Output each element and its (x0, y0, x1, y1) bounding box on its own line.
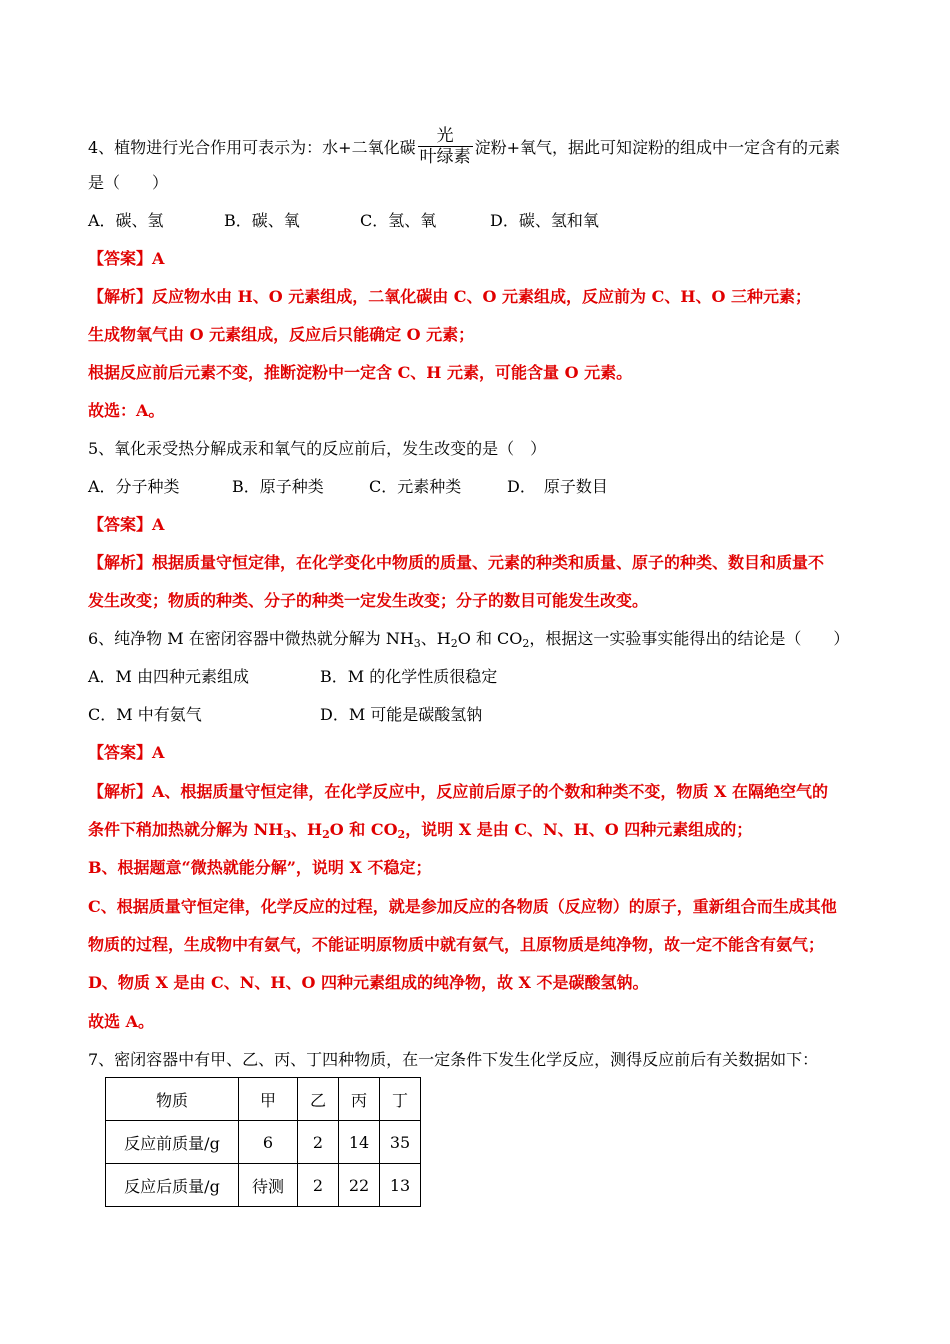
table-cell: 22 (339, 1164, 380, 1207)
table-row (106, 1164, 421, 1207)
q5-options (88, 477, 608, 497)
q6-option-d[interactable]: D．M 可能是碳酸氢钠 (320, 705, 483, 724)
q4-option-b[interactable]: B．碳、氧 (224, 211, 300, 230)
q6-answer (88, 743, 164, 763)
subscript: 2 (397, 828, 406, 841)
q6-analysis-line7: 故选 A。 (88, 1012, 154, 1031)
answer-value: A (152, 743, 165, 762)
answer-tag: 【答案】 (88, 515, 153, 534)
q4-option-a[interactable]: A．碳、氢 (88, 211, 164, 230)
analysis-tag: 【解析】 (88, 287, 153, 306)
q5-analysis-line2: 发生改变；物质的种类、分子的种类一定发生改变；分子的数目可能发生改变。 (88, 591, 649, 610)
table-cell: 反应前质量/g (106, 1121, 239, 1164)
analysis-tag: 【解析】 (88, 553, 153, 572)
table-cell: 13 (380, 1164, 421, 1207)
answer-value: A (152, 249, 165, 268)
table-header-cell: 丁 (380, 1078, 421, 1121)
answer-tag: 【答案】 (88, 743, 153, 762)
q5-option-a[interactable]: A．分子种类 (88, 477, 180, 496)
table-header-cell: 甲 (239, 1078, 298, 1121)
table-header-row (106, 1078, 421, 1121)
q4-analysis-line4: 故选：A。 (88, 401, 165, 420)
q7-data-table (105, 1077, 421, 1207)
q6-analysis-line2 (88, 820, 752, 840)
q6-analysis-line3: B、根据题意“微热就能分解”，说明 X 不稳定； (88, 858, 432, 877)
answer-tag: 【答案】 (88, 249, 153, 268)
analysis-text: A、根据质量守恒定律，在化学反应中，反应前后原子的个数和种类不变，物质 X 在隔绝空气的 (152, 782, 828, 801)
q4-analysis-line2: 生成物氧气由 O 元素组成，反应后只能确定 O 元素； (88, 325, 475, 344)
table-cell: 待测 (239, 1164, 298, 1207)
analysis-part1: 条件下稍加热就分解为 NH (88, 820, 284, 839)
condition-light: 光 (436, 126, 454, 146)
q4-answer (88, 249, 164, 269)
q6-option-a[interactable]: A．M 由四种元素组成 (88, 667, 250, 686)
table-header-cell: 乙 (298, 1078, 339, 1121)
analysis-part3: O 和 CO (329, 820, 398, 839)
q6-option-b[interactable]: B．M 的化学性质很稳定 (320, 667, 498, 686)
table-cell: 2 (298, 1164, 339, 1207)
q6-stem-part1: 6、纯净物 M 在密闭容器中微热就分解为 NH (88, 629, 414, 648)
table-header-cell: 丙 (339, 1078, 380, 1121)
subscript: 2 (322, 828, 330, 841)
q6-stem (88, 629, 849, 649)
q7-stem: 7、密闭容器中有甲、乙、丙、丁四种物质，在一定条件下发生化学反应，测得反应前后有关数据如下： (88, 1050, 819, 1069)
q6-options-row1 (88, 667, 497, 687)
q6-stem-part3: O 和 CO (457, 629, 523, 648)
q6-option-c[interactable]: C．M 中有氨气 (88, 705, 202, 724)
q4-stem-line2: 是（ ） (88, 173, 169, 192)
subscript: 2 (450, 637, 458, 650)
analysis-tag: 【解析】 (88, 782, 153, 801)
table-header-cell: 物质 (106, 1078, 239, 1121)
q4-stem-part2: 淀粉+氧气，据此可知淀粉的组成中一定含有的元素 (474, 138, 841, 157)
table-cell: 2 (298, 1121, 339, 1164)
table-cell: 35 (380, 1121, 421, 1164)
subscript: 2 (522, 637, 530, 650)
q5-option-d[interactable]: D． 原子数目 (507, 477, 608, 496)
q5-answer (88, 515, 164, 535)
q4-options (88, 211, 599, 231)
q6-analysis-line4: C、根据质量守恒定律，化学反应的过程，就是参加反应的各物质（反应物）的原子，重新组合而生成其他 (88, 897, 837, 916)
analysis-text: 根据质量守恒定律，在化学变化中物质的质量、元素的种类和质量、原子的种类、数目和质量不 (152, 553, 825, 572)
q5-stem: 5、氧化汞受热分解成汞和氧气的反应前后，发生改变的是（ ） (88, 439, 547, 458)
table-cell: 反应后质量/g (106, 1164, 239, 1207)
table-row (106, 1121, 421, 1164)
analysis-part4: ，说明 X 是由 C、N、H、O 四种元素组成的； (405, 820, 753, 839)
table-cell: 14 (339, 1121, 380, 1164)
subscript: 3 (413, 637, 421, 650)
q6-analysis-line6: D、物质 X 是由 C、N、H、O 四种元素组成的纯净物，故 X 不是碳酸氢钠。 (88, 973, 649, 992)
answer-value: A (152, 515, 165, 534)
q6-analysis-line5: 物质的过程，生成物中有氨气，不能证明原物质中就有氨气，且原物质是纯净物，故一定不能含有氨气； (88, 935, 825, 954)
q4-option-c[interactable]: C．氢、氧 (360, 211, 437, 230)
q5-analysis-line1 (88, 553, 824, 573)
q5-option-b[interactable]: B．原子种类 (232, 477, 324, 496)
analysis-part2: 、H (290, 820, 323, 839)
q4-analysis-line1 (88, 287, 811, 307)
analysis-text: 反应物水由 H、O 元素组成，二氧化碳由 C、O 元素组成，反应前为 C、H、O 三种元素； (152, 287, 811, 306)
q6-options-row2 (88, 705, 482, 725)
condition-chlorophyll: 叶绿素 (419, 147, 471, 167)
subscript: 3 (283, 828, 291, 841)
table-cell: 6 (239, 1121, 298, 1164)
q6-stem-part2: 、H (420, 629, 451, 648)
reaction-condition (418, 126, 473, 167)
q6-analysis-line1 (88, 782, 828, 802)
q4-stem-line (88, 128, 840, 169)
q6-stem-part4: ，根据这一实验事实能得出的结论是（ ） (529, 629, 850, 648)
q5-option-c[interactable]: C．元素种类 (369, 477, 462, 496)
q4-analysis-line3: 根据反应前后元素不变，推断淀粉中一定含 C、H 元素，可能含量 O 元素。 (88, 363, 633, 382)
q4-option-d[interactable]: D．碳、氢和氧 (490, 211, 599, 230)
q4-stem-part1: 4、植物进行光合作用可表示为：水+二氧化碳 (88, 138, 416, 157)
